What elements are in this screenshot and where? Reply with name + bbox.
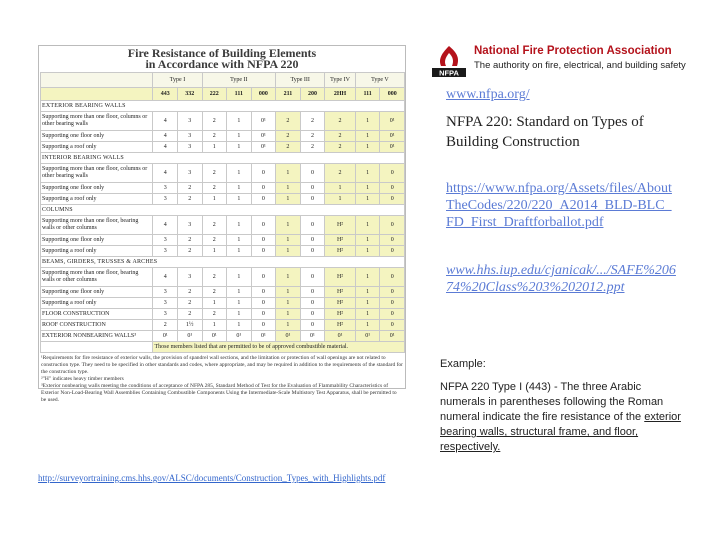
table-title-line-1: Fire Resistance of Building Elements	[127, 46, 317, 60]
rating-cell: 0¹	[251, 131, 276, 142]
rating-cell: 0¹	[153, 331, 178, 342]
rating-cell: 1	[355, 287, 380, 298]
rating-cell: 1	[202, 320, 227, 331]
rating-cell: 1	[355, 235, 380, 246]
rating-cell: 0	[300, 298, 325, 309]
rating-cell: 1	[355, 164, 380, 183]
note-spacer	[41, 342, 153, 353]
row-label: Supporting more than one floor, columns or other bearing walls	[41, 112, 153, 131]
table-row	[41, 164, 405, 183]
org-tagline: The authority on fire, electrical, and building safety	[474, 60, 686, 71]
rating-cell: 1	[227, 298, 252, 309]
example-text	[440, 380, 686, 455]
rating-cell: H²	[325, 235, 356, 246]
rating-cell: 0	[380, 309, 405, 320]
rating-cell: 2	[300, 131, 325, 142]
rating-cell: 0	[251, 246, 276, 257]
subheader-cell: 211	[276, 88, 301, 101]
rating-cell: 0¹	[251, 112, 276, 131]
rating-cell: 3	[153, 298, 178, 309]
table-row	[41, 112, 405, 131]
rating-cell: 1	[276, 287, 301, 298]
nfpa-220-draft-pdf-link[interactable]: https://www.nfpa.org/Assets/files/AboutTheCodes/220/220_A2014_BLD-BLC_FD_First_Draftforballot.pdf	[446, 181, 672, 230]
rating-cell: 1	[227, 287, 252, 298]
group-header-cell: Type V	[355, 73, 404, 88]
group-header-cell: Type II	[202, 73, 276, 88]
subheader-cell: 2HH	[325, 88, 356, 101]
table-row	[41, 183, 405, 194]
group-header-cell: Type III	[276, 73, 325, 88]
subheader-cell: 111	[227, 88, 252, 101]
rating-cell: H²	[325, 287, 356, 298]
rating-cell: 1	[355, 268, 380, 287]
rating-cell: 2	[202, 131, 227, 142]
rating-cell: 2	[325, 131, 356, 142]
rating-cell: 1½	[177, 320, 202, 331]
rating-cell: 2	[202, 183, 227, 194]
rating-cell: 1	[355, 320, 380, 331]
nfpa-website-link[interactable]: www.nfpa.org/	[446, 87, 530, 102]
rating-cell: 2	[202, 287, 227, 298]
row-label: Supporting more than one floor, bearing walls or other columns	[41, 268, 153, 287]
table-row	[41, 142, 405, 153]
rating-cell: 2	[177, 235, 202, 246]
table-row	[41, 320, 405, 331]
rating-cell: 0	[300, 246, 325, 257]
rating-cell: 0	[300, 194, 325, 205]
table-row	[41, 287, 405, 298]
subheader-cell: 332	[177, 88, 202, 101]
example-label: Example:	[440, 358, 486, 370]
row-label: FLOOR CONSTRUCTION	[41, 309, 153, 320]
rating-cell: 1	[355, 194, 380, 205]
table-subheader-row	[41, 88, 405, 101]
rating-cell: 0	[300, 268, 325, 287]
rating-cell: 0¹	[380, 112, 405, 131]
rating-cell: 0	[300, 235, 325, 246]
rating-cell: 1	[276, 164, 301, 183]
rating-cell: 0¹	[355, 331, 380, 342]
rating-cell: 0¹	[276, 331, 301, 342]
section-label: INTERIOR BEARING WALLS	[41, 153, 405, 164]
rating-cell: 0	[251, 320, 276, 331]
rating-cell: 2	[276, 142, 301, 153]
rating-cell: 1	[276, 183, 301, 194]
row-label: ROOF CONSTRUCTION	[41, 320, 153, 331]
rating-cell: 0	[380, 298, 405, 309]
rating-cell: 1	[227, 216, 252, 235]
rating-cell: 2	[153, 320, 178, 331]
subheader-cell: 111	[355, 88, 380, 101]
rating-cell: 0	[380, 194, 405, 205]
nfpa-logo	[430, 42, 686, 82]
example-body: - The three Arabic numerals in parentheses following the Roman numeral indicate the fire resistance of the	[440, 381, 664, 423]
rating-cell: 0	[251, 235, 276, 246]
rating-cell: 0	[300, 309, 325, 320]
class-presentation-link[interactable]: www.hhs.iup.edu/cjanicak/.../SAFE%20674%20Class%203%202012.ppt	[446, 263, 676, 295]
rating-cell: 0	[251, 164, 276, 183]
rating-cell: 0	[380, 235, 405, 246]
rating-cell: 2	[177, 194, 202, 205]
row-label: Supporting more than one floor, bearing walls or other columns	[41, 216, 153, 235]
rating-cell: 3	[153, 287, 178, 298]
rating-cell: 1	[355, 309, 380, 320]
footnote: ³Exterior nonbearing walls meeting the conditions of acceptance of NFPA 285, Standard Method of Test for the Evaluation of Flammability Characteristics of Exterior Non-Load-Bearing Wall Assemblies Containing Combustible Components Using the Intermediate-Scale Multistory Test Apparatus, shall be permitted to be used.	[41, 383, 397, 403]
rating-cell: 1	[227, 246, 252, 257]
rating-cell: 2	[202, 268, 227, 287]
rating-cell: 2	[177, 309, 202, 320]
rating-cell: 0¹	[202, 331, 227, 342]
rating-cell: 2	[276, 112, 301, 131]
rating-cell: 1	[355, 246, 380, 257]
rating-cell: 2	[202, 216, 227, 235]
rating-cell: 2	[325, 112, 356, 131]
rating-cell: 2	[202, 164, 227, 183]
rating-cell: 2	[300, 112, 325, 131]
rating-cell: 4	[153, 164, 178, 183]
rating-cell: 1	[202, 142, 227, 153]
standard-title: NFPA 220: Standard on Types of Building Construction	[446, 114, 644, 150]
table-section-row	[41, 205, 405, 216]
rating-cell: 0	[300, 164, 325, 183]
table-row	[41, 309, 405, 320]
rating-cell: 0	[380, 320, 405, 331]
rating-cell: 0	[300, 183, 325, 194]
table-row	[41, 246, 405, 257]
row-label: EXTERIOR NONBEARING WALLS³	[41, 331, 153, 342]
rating-cell: 1	[276, 235, 301, 246]
rating-cell: 1	[276, 298, 301, 309]
rating-cell: 1	[355, 298, 380, 309]
rating-cell: 3	[153, 194, 178, 205]
example-underlined: exterior bearing walls, structural frame, and floor, respectively.	[440, 411, 681, 453]
section-label: BEAMS, GIRDERS, TRUSSES & ARCHES	[41, 257, 405, 268]
group-header-cell: Type IV	[325, 73, 356, 88]
footnote: ¹Requirements for fire resistance of exterior walls, the provision of spandrel wall sections, and the limitation or protection of wall openings are not related to construction type. They need to be specified in other standards and codes, where appropriate, and may be required in addition to the requirements of the standard for the construction type.	[41, 355, 404, 375]
rating-cell: 0	[380, 246, 405, 257]
table-row	[41, 131, 405, 142]
rating-cell: 1	[227, 112, 252, 131]
rating-cell: 1	[227, 194, 252, 205]
rating-cell: 1	[227, 183, 252, 194]
rating-cell: H²	[325, 320, 356, 331]
rating-cell: 0¹	[177, 331, 202, 342]
rating-cell: 1	[202, 194, 227, 205]
rating-cell: 2	[325, 164, 356, 183]
rating-cell: 0	[251, 298, 276, 309]
rating-cell: H²	[325, 309, 356, 320]
rating-cell: 0	[251, 309, 276, 320]
rating-cell: 0¹	[380, 131, 405, 142]
rating-cell: 0	[251, 183, 276, 194]
nfpa-flame-icon	[430, 44, 468, 78]
rating-cell: 0¹	[325, 331, 356, 342]
rating-cell: 1	[227, 320, 252, 331]
rating-cell: 0	[251, 287, 276, 298]
table-title-line-2: in Accordance with NFPA 220	[145, 57, 299, 71]
rating-cell: 2	[202, 309, 227, 320]
rating-cell: 2	[177, 298, 202, 309]
rating-cell: 3	[177, 164, 202, 183]
rating-cell: 1	[355, 216, 380, 235]
rating-cell: 3	[177, 268, 202, 287]
rating-cell: 0¹	[380, 142, 405, 153]
subheader-cell: 222	[202, 88, 227, 101]
section-label: EXTERIOR BEARING WALLS	[41, 101, 405, 112]
rating-cell: 4	[153, 131, 178, 142]
table-row	[41, 235, 405, 246]
rating-cell: 3	[177, 112, 202, 131]
rating-cell: 1	[202, 246, 227, 257]
rating-cell: 3	[153, 183, 178, 194]
rating-cell: 0	[380, 268, 405, 287]
rating-cell: 2	[325, 142, 356, 153]
rating-cell: 4	[153, 216, 178, 235]
rating-cell: 2	[177, 287, 202, 298]
rating-cell: 0	[300, 287, 325, 298]
row-label: Supporting a roof only	[41, 142, 153, 153]
rating-cell: 3	[153, 309, 178, 320]
rating-cell: 1	[227, 142, 252, 153]
rating-cell: 1	[227, 164, 252, 183]
row-label: Supporting one floor only	[41, 131, 153, 142]
rating-cell: 0	[380, 287, 405, 298]
table-footnotes	[41, 355, 403, 404]
group-header-cell	[41, 73, 153, 88]
rating-cell: 3	[177, 131, 202, 142]
rating-cell: 2	[300, 142, 325, 153]
subheader-cell: 443	[153, 88, 178, 101]
table-row	[41, 268, 405, 287]
subheader-cell: 200	[300, 88, 325, 101]
rating-cell: 1	[325, 183, 356, 194]
rating-cell: 1	[227, 268, 252, 287]
table-row	[41, 331, 405, 342]
section-label: COLUMNS	[41, 205, 405, 216]
rating-cell: 3	[177, 216, 202, 235]
table-title	[39, 46, 405, 72]
row-label: Supporting a roof only	[41, 298, 153, 309]
rating-cell: 0	[251, 268, 276, 287]
example-lead: NFPA 220 Type I (443)	[440, 381, 551, 393]
rating-cell: 0	[380, 183, 405, 194]
table-note-row	[41, 342, 405, 353]
rating-cell: 1	[355, 142, 380, 153]
rating-cell: 4	[153, 268, 178, 287]
rating-cell: 0¹	[251, 142, 276, 153]
table-section-row	[41, 257, 405, 268]
rating-cell: 2	[177, 183, 202, 194]
rating-cell: 3	[153, 246, 178, 257]
subheader-cell: 000	[380, 88, 405, 101]
rating-cell: 1	[202, 298, 227, 309]
rating-cell: 3	[153, 235, 178, 246]
subheader-cell: 000	[251, 88, 276, 101]
table-source-link[interactable]: http://surveyortraining.cms.hhs.gov/ALSC/documents/Construction_Types_with_Highlights.pdf	[38, 473, 386, 483]
rating-cell: 1	[276, 320, 301, 331]
row-label: Supporting a roof only	[41, 246, 153, 257]
rating-cell: 0	[251, 216, 276, 235]
rating-cell: 4	[153, 142, 178, 153]
rating-cell: 2	[276, 131, 301, 142]
footnote: ²"H" indicates heavy timber members	[41, 376, 124, 382]
row-label: Supporting more than one floor, columns or other bearing walls	[41, 164, 153, 183]
rating-cell: 1	[355, 183, 380, 194]
rating-cell: H²	[325, 246, 356, 257]
rating-cell: 1	[355, 112, 380, 131]
table-group-header-row	[41, 73, 405, 88]
fire-resistance-table	[40, 72, 405, 353]
rating-cell: 1	[355, 131, 380, 142]
rating-cell: H²	[325, 216, 356, 235]
rating-cell: H²	[325, 268, 356, 287]
rating-cell: 1	[227, 309, 252, 320]
rating-cell: 1	[276, 194, 301, 205]
rating-cell: 1	[325, 194, 356, 205]
row-label: Supporting one floor only	[41, 235, 153, 246]
rating-cell: 4	[153, 112, 178, 131]
row-label: Supporting a roof only	[41, 194, 153, 205]
nfpa-mark-text: NFPA	[439, 68, 459, 78]
rating-cell: 2	[177, 246, 202, 257]
rating-cell: H²	[325, 298, 356, 309]
rating-cell: 0¹	[300, 331, 325, 342]
table-row	[41, 298, 405, 309]
rating-cell: 1	[276, 246, 301, 257]
rating-cell: 0¹	[380, 331, 405, 342]
rating-cell: 0	[380, 164, 405, 183]
rating-cell: 2	[202, 112, 227, 131]
rating-cell: 1	[276, 309, 301, 320]
row-label: Supporting one floor only	[41, 183, 153, 194]
rating-cell: 1	[227, 235, 252, 246]
rating-cell: 0	[380, 216, 405, 235]
rating-cell: 2	[202, 235, 227, 246]
table-section-row	[41, 101, 405, 112]
rating-cell: 1	[276, 268, 301, 287]
table-note: Those members listed that are permitted to be of approved combustible material.	[153, 342, 405, 353]
rating-cell: 0¹	[251, 331, 276, 342]
fire-resistance-table-image	[38, 45, 406, 403]
rating-cell: 1	[227, 131, 252, 142]
rating-cell: 0	[300, 320, 325, 331]
table-row	[41, 194, 405, 205]
rating-cell: 0¹	[227, 331, 252, 342]
table-section-row	[41, 153, 405, 164]
group-header-cell: Type I	[153, 73, 202, 88]
rating-cell: 0	[300, 216, 325, 235]
row-label: Supporting one floor only	[41, 287, 153, 298]
table-row	[41, 216, 405, 235]
org-name: National Fire Protection Association	[474, 45, 672, 57]
subheader-cell	[41, 88, 153, 101]
rating-cell: 3	[177, 142, 202, 153]
rating-cell: 0	[251, 194, 276, 205]
rating-cell: 1	[276, 216, 301, 235]
